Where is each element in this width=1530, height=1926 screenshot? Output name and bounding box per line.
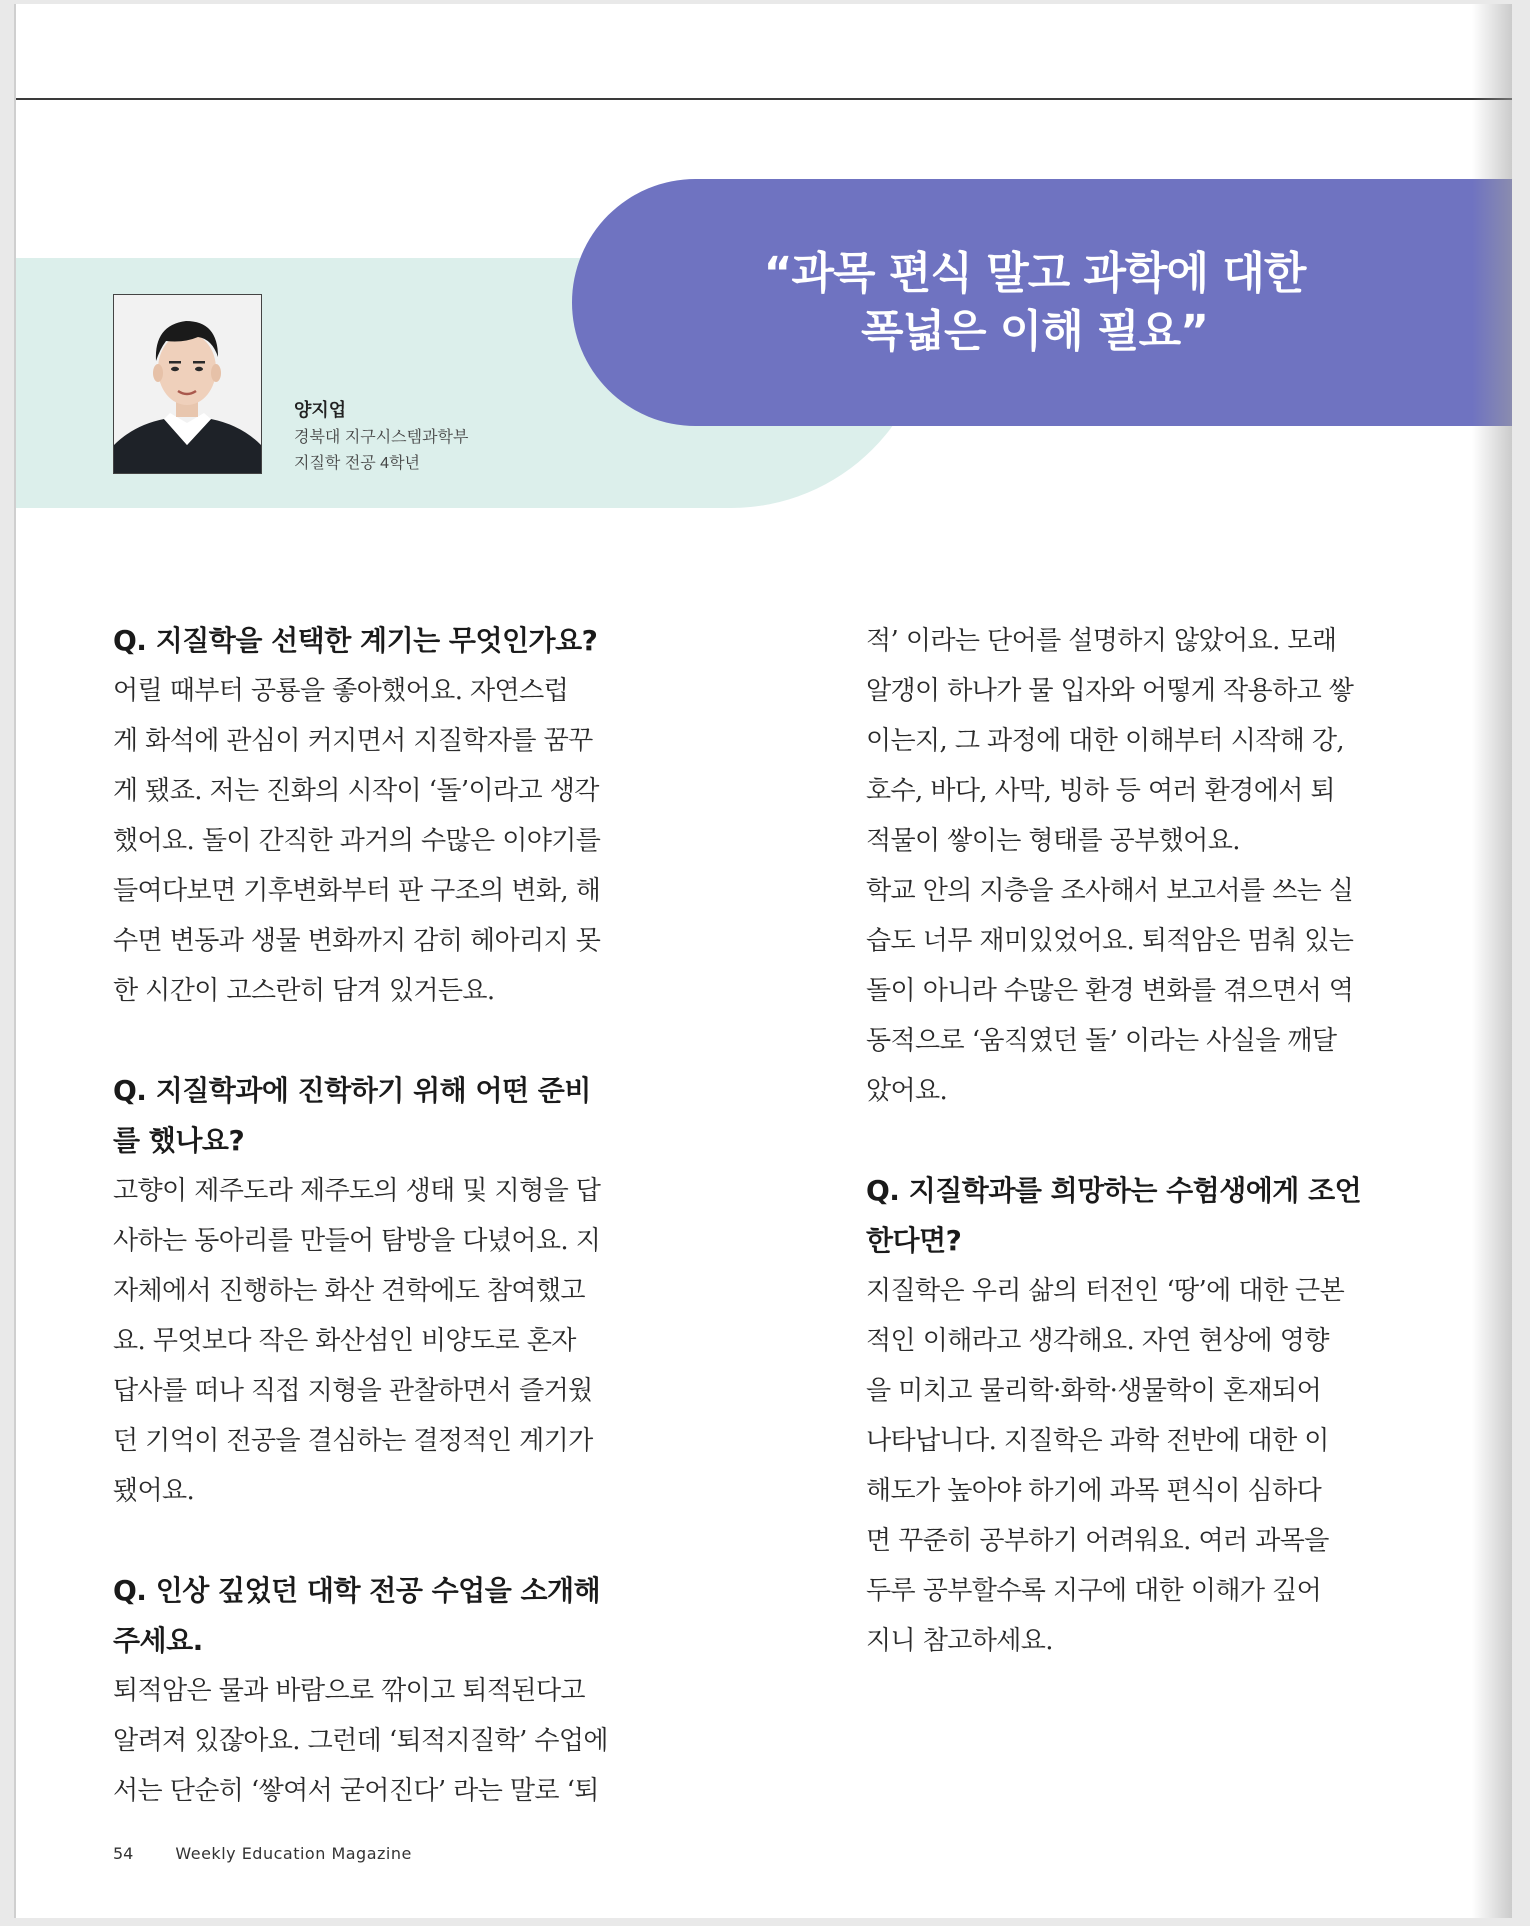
answer-line: 습도 너무 재미있었어요. 퇴적암은 멈춰 있는 — [866, 926, 1354, 956]
answer-line: 사하는 동아리를 만들어 탐방을 다녔어요. 지 — [113, 1226, 601, 1256]
answer-line: 동적으로 ‘움직였던 돌’ 이라는 사실을 깨달 — [866, 1026, 1337, 1056]
answer-line: 이는지, 그 과정에 대한 이해부터 시작해 강, — [866, 726, 1345, 756]
question-4 — [866, 1166, 1376, 1266]
page-footer — [113, 1844, 412, 1863]
question-2 — [113, 1066, 623, 1166]
question-line: 주세요. — [113, 1624, 203, 1657]
answer-2 — [113, 1166, 623, 1516]
answer-line: 수면 변동과 생물 변화까지 감히 헤아리지 못 — [113, 926, 601, 956]
answer-line: 한 시간이 고스란히 담겨 있거든요. — [113, 976, 495, 1006]
answer-line: 게 됐죠. 저는 진화의 시작이 ‘돌’이라고 생각 — [113, 776, 599, 806]
answer-line: 적인 이해라고 생각해요. 자연 현상에 영향 — [866, 1326, 1329, 1356]
answer-line: 지니 참고하세요. — [866, 1626, 1053, 1656]
headline-quote-line-2: 폭넓은 이해 필요” — [860, 305, 1209, 357]
answer-4 — [866, 1266, 1376, 1666]
answer-line: 답사를 떠나 직접 지형을 관찰하면서 즐거웠 — [113, 1376, 593, 1406]
answer-line: 해도가 높아야 하기에 과목 편식이 심하다 — [866, 1476, 1322, 1506]
answer-line: 어릴 때부터 공룡을 좋아했어요. 자연스럽 — [113, 676, 569, 706]
answer-line: 적’ 이라는 단어를 설명하지 않았어요. 모래 — [866, 626, 1337, 656]
right-column — [866, 616, 1376, 1666]
question-1: Q. 지질학을 선택한 계기는 무엇인가요? — [113, 624, 598, 657]
interviewee-affiliation-2: 지질학 전공 4학년 — [294, 455, 420, 472]
headline-quote-box — [572, 179, 1512, 426]
answer-line: 나타납니다. 지질학은 과학 전반에 대한 이 — [866, 1426, 1329, 1456]
answer-line: 았어요. — [866, 1076, 948, 1106]
page-edge-shadow — [1472, 4, 1512, 1918]
interviewee-photo — [113, 294, 262, 474]
header-rule — [16, 98, 1512, 100]
answer-line: 적물이 쌓이는 형태를 공부했어요. — [866, 826, 1240, 856]
magazine-page — [14, 4, 1512, 1918]
answer-line: 알갱이 하나가 물 입자와 어떻게 작용하고 쌓 — [866, 676, 1354, 706]
question-line: Q. 인상 깊었던 대학 전공 수업을 소개해 — [113, 1574, 601, 1607]
answer-line: 퇴적암은 물과 바람으로 깎이고 퇴적된다고 — [113, 1676, 585, 1706]
question-3 — [113, 1566, 623, 1666]
question-line: Q. 지질학과를 희망하는 수험생에게 조언 — [866, 1174, 1362, 1207]
answer-line: 게 화석에 관심이 커지면서 지질학자를 꿈꾸 — [113, 726, 593, 756]
answer-line: 지질학은 우리 삶의 터전인 ‘땅’에 대한 근본 — [866, 1276, 1345, 1306]
question-line: 를 했나요? — [113, 1124, 245, 1157]
headline-quote-line-1: “과목 편식 말고 과학에 대한 — [763, 247, 1306, 299]
left-column — [113, 616, 623, 1816]
page-number: 54 — [113, 1844, 134, 1863]
answer-line: 자체에서 진행하는 화산 견학에도 참여했고 — [113, 1276, 585, 1306]
interviewee-affiliation-1: 경북대 지구시스템과학부 — [294, 429, 469, 446]
answer-line: 요. 무엇보다 작은 화산섬인 비양도로 혼자 — [113, 1326, 576, 1356]
answer-3 — [113, 1666, 623, 1816]
question-line: 한다면? — [866, 1224, 962, 1257]
answer-line: 됐어요. — [113, 1476, 195, 1506]
answer-line: 호수, 바다, 사막, 빙하 등 여러 환경에서 퇴 — [866, 776, 1335, 806]
interviewee-name: 양지업 — [294, 400, 347, 420]
answer-line: 고향이 제주도라 제주도의 생태 및 지형을 답 — [113, 1176, 601, 1206]
answer-line: 을 미치고 물리학·화학·생물학이 혼재되어 — [866, 1376, 1322, 1406]
answer-line: 두루 공부할수록 지구에 대한 이해가 깊어 — [866, 1576, 1322, 1606]
answer-line: 서는 단순히 ‘쌓여서 굳어진다’ 라는 말로 ‘퇴 — [113, 1776, 599, 1806]
magazine-title: Weekly Education Magazine — [175, 1844, 412, 1863]
answer-line: 했어요. 돌이 간직한 과거의 수많은 이야기를 — [113, 826, 601, 856]
answer-line: 던 기억이 전공을 결심하는 결정적인 계기가 — [113, 1426, 593, 1456]
answer-line: 학교 안의 지층을 조사해서 보고서를 쓰는 실 — [866, 876, 1354, 906]
answer-line: 알려져 있잖아요. 그런데 ‘퇴적지질학’ 수업에 — [113, 1726, 608, 1756]
answer-line: 들여다보면 기후변화부터 판 구조의 변화, 해 — [113, 876, 601, 906]
portrait-image — [114, 295, 261, 473]
answer-line: 돌이 아니라 수많은 환경 변화를 겪으면서 역 — [866, 976, 1354, 1006]
question-line: Q. 지질학과에 진학하기 위해 어떤 준비 — [113, 1074, 591, 1107]
answer-3-continued — [866, 616, 1376, 1116]
answer-1 — [113, 666, 623, 1016]
answer-line: 면 꾸준히 공부하기 어려워요. 여러 과목을 — [866, 1526, 1329, 1556]
